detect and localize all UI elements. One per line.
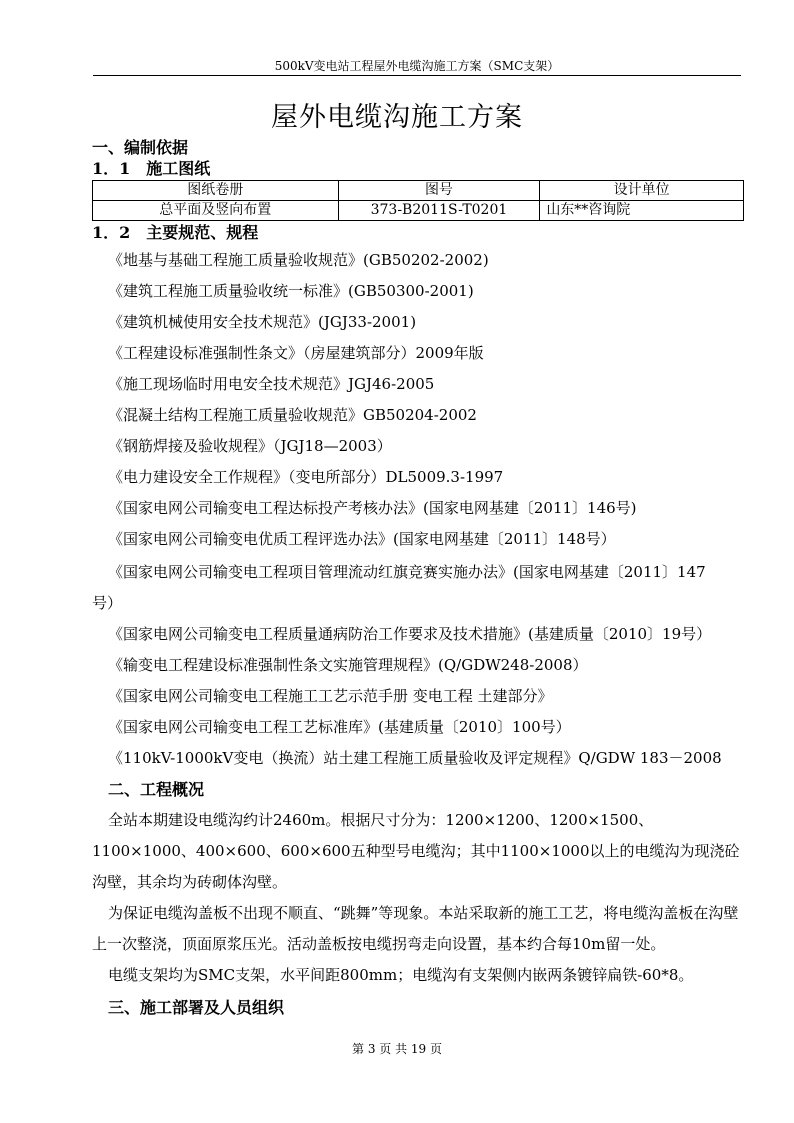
- standard-item: 《电力建设安全工作规程》（变电所部分）DL5009.3-1997: [108, 468, 504, 486]
- section-2-heading: 二、工程概况: [108, 780, 205, 799]
- drawings-table: [92, 180, 744, 221]
- standard-item: 《国家电网公司输变电工程项目管理流动红旗竞赛实施办法》(国家电网基建〔2011〕147: [108, 563, 706, 581]
- standard-item: 《国家电网公司输变电工程质量通病防治工作要求及技术措施》(基建质量〔2010〕19号）: [108, 625, 712, 643]
- standard-item: 《钢筋焊接及验收规程》（JGJ18—2003）: [108, 437, 392, 455]
- table-cell: 总平面及竖向布置: [93, 201, 339, 221]
- table-cell: 山东**咨询院: [540, 201, 744, 221]
- overview-paragraph-1: 全站本期建设电缆沟约计2460m。根据尺寸分为：1200×1200、1200×1500、1100×1000、400×600、600×600五种型号电缆沟；其中1100×1000以上的电缆沟为现浇砼沟壁，其余均为砖砌体沟壁。: [92, 811, 740, 891]
- table-header-cell: 设计单位: [540, 181, 744, 201]
- page-footer: 第 3 页 共 19 页: [352, 1042, 442, 1056]
- overview-paragraph-2: 为保证电缆沟盖板不出现不顺直、“跳舞”等现象。本站采取新的施工工艺，将电缆沟盖板在沟壁上一次整浇，顶面原浆压光。活动盖板按电缆拐弯走向设置，基本约合每10m留一处。: [92, 904, 739, 953]
- standard-item: 《工程建设标准强制性条文》（房屋建筑部分）2009年版: [108, 344, 484, 362]
- standard-item: 《输变电工程建设标准强制性条文实施管理规程》(Q/GDW248-2008）: [108, 656, 588, 674]
- page-header: 500kV变电站工程屋外电缆沟施工方案（SMC支架）: [93, 57, 741, 76]
- standard-item: 《110kV-1000kV变电（换流）站土建工程施工质量验收及评定规程》Q/GDW 183－2008: [108, 749, 722, 767]
- standard-item: 《建筑工程施工质量验收统一标准》(GB50300-2001): [108, 282, 474, 300]
- standard-item: 《建筑机械使用安全技术规范》(JGJ33-2001): [108, 313, 417, 331]
- standard-item: 《混凝土结构工程施工质量验收规范》GB50204-2002: [108, 406, 477, 424]
- table-header-row: [93, 181, 744, 201]
- standard-item: 《国家电网公司输变电优质工程评选办法》(国家电网基建〔2011〕148号）: [108, 530, 616, 548]
- section-1-heading: 一、编制依据: [92, 138, 189, 157]
- standard-item: 《地基与基础工程施工质量验收规范》(GB50202-2002): [108, 251, 489, 269]
- standard-item: 《国家电网公司输变电工程工艺标准库》(基建质量〔2010〕100号）: [108, 718, 571, 736]
- section-3-heading: 三、施工部署及人员组织: [108, 998, 285, 1017]
- table-cell: 373-B2011S-T0201: [338, 201, 540, 221]
- standard-item-continuation: 号）: [92, 594, 123, 612]
- table-header-cell: 图纸卷册: [93, 181, 339, 201]
- table-row: [93, 201, 744, 221]
- subsection-1-1-heading: 1．1 施工图纸: [92, 159, 211, 178]
- overview-paragraph-3: 电缆支架均为SMC支架，水平间距800mm；电缆沟有支架侧内嵌两条镀锌扁铁-60*8。: [108, 966, 694, 984]
- standard-item: 《国家电网公司输变电工程施工工艺示范手册 变电工程 土建部分》: [108, 687, 553, 705]
- standard-item: 《施工现场临时用电安全技术规范》JGJ46-2005: [108, 375, 435, 393]
- document-title: 屋外电缆沟施工方案: [271, 102, 523, 133]
- standard-item: 《国家电网公司输变电工程达标投产考核办法》(国家电网基建〔2011〕146号): [108, 499, 637, 517]
- table-header-cell: 图号: [338, 181, 540, 201]
- subsection-1-2-heading: 1．2 主要规范、规程: [92, 223, 259, 242]
